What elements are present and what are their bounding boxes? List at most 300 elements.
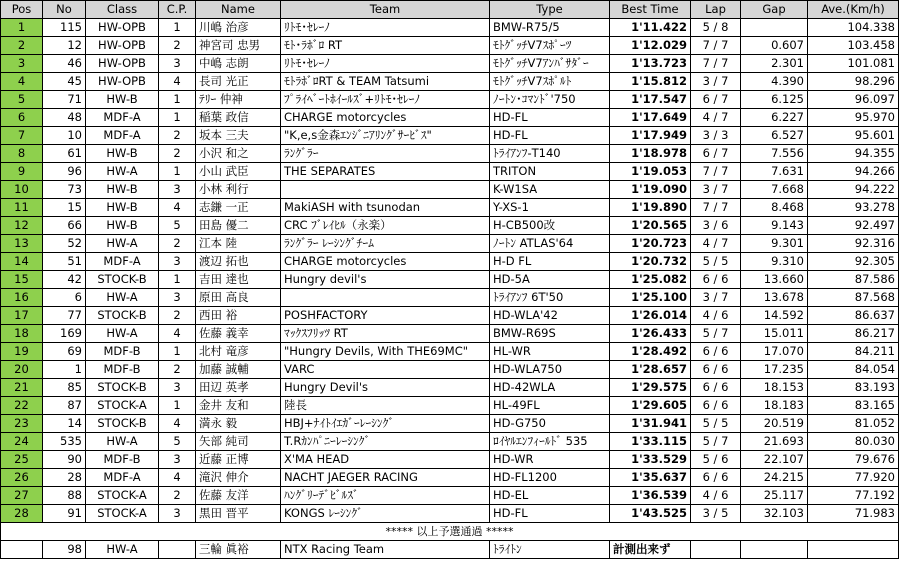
cell-no: 77 <box>43 307 86 325</box>
cell-average-speed: 87.568 <box>808 289 899 307</box>
cell-team: ﾗﾝｸﾞﾗｰ <box>281 145 490 163</box>
cell-type: ﾄﾗｲﾄﾝ <box>490 541 610 559</box>
header-name: Name <box>196 1 281 19</box>
cell-class: HW-B <box>86 91 159 109</box>
cell-cp: 1 <box>159 109 196 127</box>
cell-class: HW-OPB <box>86 19 159 37</box>
cell-gap <box>741 541 808 559</box>
cell-best-time: 1'43.525 <box>610 505 691 523</box>
cell-gap: 21.693 <box>741 433 808 451</box>
cell-class: STOCK-B <box>86 307 159 325</box>
cell-average-speed: 71.983 <box>808 505 899 523</box>
cell-name: 小林 利行 <box>196 181 281 199</box>
cell-lap: 3 / 7 <box>691 73 741 91</box>
table-row <box>1 91 899 109</box>
cell-type: BMW-R69S <box>490 325 610 343</box>
cell-gap: 17.235 <box>741 361 808 379</box>
cell-class: STOCK-B <box>86 415 159 433</box>
cell-average-speed: 81.052 <box>808 415 899 433</box>
cell-type: HD-WLA750 <box>490 361 610 379</box>
cell-no: 14 <box>43 415 86 433</box>
table-row <box>1 55 899 73</box>
table-row <box>1 343 899 361</box>
cell-lap: 6 / 7 <box>691 145 741 163</box>
header-cp: C.P. <box>159 1 196 19</box>
cell-lap: 3 / 7 <box>691 181 741 199</box>
cell-gap: 7.631 <box>741 163 808 181</box>
table-row <box>1 505 899 523</box>
table-row <box>1 127 899 145</box>
cell-class: HW-B <box>86 199 159 217</box>
cell-cp: 2 <box>159 145 196 163</box>
cell-class: MDF-B <box>86 343 159 361</box>
cell-best-time: 1'25.100 <box>610 289 691 307</box>
cell-pos: 16 <box>1 289 43 307</box>
cell-name: 神宮司 忠男 <box>196 37 281 55</box>
cell-class: HW-A <box>86 289 159 307</box>
cell-lap: 6 / 6 <box>691 379 741 397</box>
cell-class: HW-B <box>86 145 159 163</box>
cell-gap: 18.183 <box>741 397 808 415</box>
cell-best-time: 1'26.433 <box>610 325 691 343</box>
cell-gap: 9.301 <box>741 235 808 253</box>
cell-lap: 5 / 6 <box>691 451 741 469</box>
cell-lap: 6 / 6 <box>691 397 741 415</box>
cell-lap: 4 / 6 <box>691 487 741 505</box>
cell-no: 61 <box>43 145 86 163</box>
cell-no: 42 <box>43 271 86 289</box>
cell-average-speed: 94.266 <box>808 163 899 181</box>
cell-team: ﾏｯｸｽﾌﾘｯﾂ RT <box>281 325 490 343</box>
cell-name: 佐藤 義幸 <box>196 325 281 343</box>
results-body <box>1 19 899 559</box>
cell-name: 滝沢 伸介 <box>196 469 281 487</box>
header-type: Type <box>490 1 610 19</box>
cell-lap: 3 / 3 <box>691 127 741 145</box>
cell-team: MakiASH with tsunodan <box>281 199 490 217</box>
cell-best-time: 1'28.492 <box>610 343 691 361</box>
cell-class: MDF-B <box>86 361 159 379</box>
cell-no: 91 <box>43 505 86 523</box>
table-row <box>1 487 899 505</box>
cell-name: 佐藤 友洋 <box>196 487 281 505</box>
cell-team: ﾓﾄﾗﾎﾞﾛRT & TEAM Tatsumi <box>281 73 490 91</box>
cell-no: 96 <box>43 163 86 181</box>
table-row <box>1 73 899 91</box>
cell-name: 金井 友和 <box>196 397 281 415</box>
cell-pos <box>1 541 43 559</box>
cell-team: ﾗﾝｸﾞﾗｰ ﾚｰｼﾝｸﾞﾁｰﾑ <box>281 235 490 253</box>
cell-type: HD-FL1200 <box>490 469 610 487</box>
cell-class: HW-OPB <box>86 73 159 91</box>
cell-no: 88 <box>43 487 86 505</box>
cell-type: H-CB500改 <box>490 217 610 235</box>
cell-team: CRC ﾌﾞﾚｲﾋﾙ（永楽） <box>281 217 490 235</box>
cell-best-time: 1'35.637 <box>610 469 691 487</box>
cell-pos: 3 <box>1 55 43 73</box>
cell-no: 66 <box>43 217 86 235</box>
cell-name: 志鎌 一正 <box>196 199 281 217</box>
cell-type: HD-5A <box>490 271 610 289</box>
cell-pos: 7 <box>1 127 43 145</box>
cell-no: 85 <box>43 379 86 397</box>
cell-class: HW-A <box>86 163 159 181</box>
qualify-note: ***** 以上予選通過 ***** <box>1 523 899 541</box>
cell-name: 西田 裕 <box>196 307 281 325</box>
header-best-time: Best Time <box>610 1 691 19</box>
table-row <box>1 307 899 325</box>
cell-no: 45 <box>43 73 86 91</box>
table-row <box>1 109 899 127</box>
cell-class: HW-A <box>86 541 159 559</box>
cell-average-speed: 92.316 <box>808 235 899 253</box>
cell-class: STOCK-A <box>86 487 159 505</box>
table-row <box>1 235 899 253</box>
header-pos: Pos <box>1 1 43 19</box>
cell-team: CHARGE motorcycles <box>281 109 490 127</box>
cell-no: 98 <box>43 541 86 559</box>
cell-best-time: 1'11.422 <box>610 19 691 37</box>
cell-best-time: 1'17.547 <box>610 91 691 109</box>
cell-gap: 7.668 <box>741 181 808 199</box>
cell-gap <box>741 19 808 37</box>
cell-best-time: 1'33.115 <box>610 433 691 451</box>
cell-gap: 13.678 <box>741 289 808 307</box>
cell-cp: 3 <box>159 379 196 397</box>
cell-team: ﾌﾟﾗｲﾍﾞｰﾄﾎｲｰﾙｽﾞ+ﾘﾄﾓ･ｾﾚｰﾉ <box>281 91 490 109</box>
table-row <box>1 37 899 55</box>
cell-pos: 23 <box>1 415 43 433</box>
cell-lap: 3 / 6 <box>691 217 741 235</box>
table-row <box>1 253 899 271</box>
cell-gap: 2.301 <box>741 55 808 73</box>
cell-team: Hungry devil's <box>281 271 490 289</box>
cell-pos: 28 <box>1 505 43 523</box>
cell-team: KONGS ﾚｰｼﾝｸﾞ <box>281 505 490 523</box>
cell-gap: 20.519 <box>741 415 808 433</box>
cell-pos: 8 <box>1 145 43 163</box>
cell-type: ﾄﾗｲｱﾝﾌ 6T'50 <box>490 289 610 307</box>
cell-lap: 3 / 5 <box>691 505 741 523</box>
cell-lap <box>691 541 741 559</box>
header-class: Class <box>86 1 159 19</box>
cell-name: 満永 毅 <box>196 415 281 433</box>
cell-type: HD-42WLA <box>490 379 610 397</box>
cell-lap: 5 / 7 <box>691 433 741 451</box>
table-row <box>1 361 899 379</box>
cell-lap: 7 / 7 <box>691 163 741 181</box>
table-row <box>1 397 899 415</box>
cell-cp: 3 <box>159 505 196 523</box>
cell-cp: 5 <box>159 217 196 235</box>
cell-cp: 2 <box>159 235 196 253</box>
cell-team: HBJ+ﾅｲﾄｲｴｶﾞｰﾚｰｼﾝｸﾞ <box>281 415 490 433</box>
cell-no: 12 <box>43 37 86 55</box>
cell-team <box>281 181 490 199</box>
cell-average-speed: 92.305 <box>808 253 899 271</box>
cell-type: HD-WLA'42 <box>490 307 610 325</box>
cell-team: ﾓﾄ･ﾗﾎﾞﾛ RT <box>281 37 490 55</box>
cell-class: HW-B <box>86 181 159 199</box>
cell-pos: 26 <box>1 469 43 487</box>
cell-cp: 2 <box>159 37 196 55</box>
cell-lap: 7 / 7 <box>691 37 741 55</box>
cell-cp: 4 <box>159 469 196 487</box>
header-lap: Lap <box>691 1 741 19</box>
cell-cp: 3 <box>159 451 196 469</box>
cell-team: POSHFACTORY <box>281 307 490 325</box>
cell-gap: 6.125 <box>741 91 808 109</box>
cell-average-speed: 86.217 <box>808 325 899 343</box>
cell-type: HD-EL <box>490 487 610 505</box>
cell-team: ﾘﾄﾓ･ｾﾚｰﾉ <box>281 55 490 73</box>
cell-pos: 6 <box>1 109 43 127</box>
table-row <box>1 199 899 217</box>
cell-type: ﾉｰﾄﾝ･ｺﾏﾝﾄﾞ'750 <box>490 91 610 109</box>
cell-best-time: 1'19.090 <box>610 181 691 199</box>
cell-gap: 9.143 <box>741 217 808 235</box>
cell-cp: 1 <box>159 343 196 361</box>
cell-team: NTX Racing Team <box>281 541 490 559</box>
cell-best-time: 1'33.529 <box>610 451 691 469</box>
cell-lap: 6 / 7 <box>691 91 741 109</box>
cell-best-time: 1'13.723 <box>610 55 691 73</box>
table-row <box>1 19 899 37</box>
cell-type: HD-FL <box>490 109 610 127</box>
cell-best-time: 1'15.812 <box>610 73 691 91</box>
cell-best-time: 1'25.082 <box>610 271 691 289</box>
cell-no: 535 <box>43 433 86 451</box>
cell-pos: 27 <box>1 487 43 505</box>
cell-gap: 14.592 <box>741 307 808 325</box>
cell-gap: 24.215 <box>741 469 808 487</box>
cell-type: ﾓﾄｸﾞｯﾁV7ｽﾎﾟｰﾂ <box>490 37 610 55</box>
cell-name: 稲葉 政信 <box>196 109 281 127</box>
cell-no: 87 <box>43 397 86 415</box>
cell-average-speed: 94.355 <box>808 145 899 163</box>
table-row <box>1 433 899 451</box>
cell-no: 48 <box>43 109 86 127</box>
cell-best-time: 1'31.941 <box>610 415 691 433</box>
table-row <box>1 451 899 469</box>
cell-pos: 10 <box>1 181 43 199</box>
cell-gap: 4.390 <box>741 73 808 91</box>
cell-no: 52 <box>43 235 86 253</box>
cell-average-speed: 98.296 <box>808 73 899 91</box>
cell-name: 中嶋 志朗 <box>196 55 281 73</box>
cell-class: STOCK-B <box>86 271 159 289</box>
cell-type: HD-G750 <box>490 415 610 433</box>
cell-gap: 6.527 <box>741 127 808 145</box>
cell-cp: 1 <box>159 163 196 181</box>
cell-average-speed: 83.193 <box>808 379 899 397</box>
cell-team: 陸長 <box>281 397 490 415</box>
cell-class: HW-A <box>86 235 159 253</box>
cell-type: HD-FL <box>490 127 610 145</box>
cell-cp: 3 <box>159 181 196 199</box>
unclassified-row <box>1 541 899 559</box>
cell-class: HW-A <box>86 325 159 343</box>
cell-lap: 5 / 5 <box>691 415 741 433</box>
cell-gap: 18.153 <box>741 379 808 397</box>
cell-team: ﾘﾄﾓ･ｾﾚｰﾉ <box>281 19 490 37</box>
cell-cp: 4 <box>159 199 196 217</box>
cell-class: HW-OPB <box>86 55 159 73</box>
cell-average-speed: 83.165 <box>808 397 899 415</box>
cell-pos: 21 <box>1 379 43 397</box>
table-row <box>1 379 899 397</box>
table-row <box>1 325 899 343</box>
cell-class: MDF-A <box>86 109 159 127</box>
cell-best-time: 1'12.029 <box>610 37 691 55</box>
cell-cp: 1 <box>159 271 196 289</box>
table-row <box>1 271 899 289</box>
cell-lap: 4 / 7 <box>691 235 741 253</box>
cell-team: Hungry Devil's <box>281 379 490 397</box>
cell-team: "K,e,s金森ｴﾝｼﾞﾆｱﾘﾝｸﾞｻｰﾋﾞｽ" <box>281 127 490 145</box>
cell-pos: 14 <box>1 253 43 271</box>
cell-class: MDF-A <box>86 469 159 487</box>
cell-best-time: 計測出来ず <box>610 541 691 559</box>
cell-cp: 2 <box>159 361 196 379</box>
cell-gap: 25.117 <box>741 487 808 505</box>
cell-average-speed: 95.970 <box>808 109 899 127</box>
cell-best-time: 1'26.014 <box>610 307 691 325</box>
cell-team: "Hungry Devils, With THE69MC" <box>281 343 490 361</box>
cell-gap: 22.107 <box>741 451 808 469</box>
cell-best-time: 1'36.539 <box>610 487 691 505</box>
cell-average-speed: 96.097 <box>808 91 899 109</box>
cell-no: 46 <box>43 55 86 73</box>
cell-name: 加藤 誠輔 <box>196 361 281 379</box>
cell-no: 51 <box>43 253 86 271</box>
cell-class: STOCK-A <box>86 505 159 523</box>
cell-average-speed: 77.920 <box>808 469 899 487</box>
header-average-speed: Ave.(Km/h) <box>808 1 899 19</box>
cell-team: ﾊﾝｸﾞﾘｰﾃﾞﾋﾞﾙｽﾞ <box>281 487 490 505</box>
cell-no: 169 <box>43 325 86 343</box>
cell-best-time: 1'17.949 <box>610 127 691 145</box>
cell-no: 15 <box>43 199 86 217</box>
cell-best-time: 1'29.575 <box>610 379 691 397</box>
cell-class: STOCK-B <box>86 379 159 397</box>
cell-type: HD-WR <box>490 451 610 469</box>
cell-cp: 5 <box>159 433 196 451</box>
cell-team: T.Rｶﾝﾊﾟﾆｰﾚｰｼﾝｸﾞ <box>281 433 490 451</box>
cell-lap: 4 / 7 <box>691 109 741 127</box>
cell-pos: 4 <box>1 73 43 91</box>
cell-cp: 4 <box>159 73 196 91</box>
cell-team: NACHT JAEGER RACING <box>281 469 490 487</box>
cell-cp: 2 <box>159 487 196 505</box>
cell-team: CHARGE motorcycles <box>281 253 490 271</box>
cell-pos: 5 <box>1 91 43 109</box>
table-row <box>1 217 899 235</box>
cell-type: HL-49FL <box>490 397 610 415</box>
cell-best-time: 1'20.723 <box>610 235 691 253</box>
cell-class: MDF-A <box>86 127 159 145</box>
cell-pos: 2 <box>1 37 43 55</box>
cell-lap: 7 / 7 <box>691 199 741 217</box>
cell-pos: 11 <box>1 199 43 217</box>
cell-pos: 19 <box>1 343 43 361</box>
cell-pos: 15 <box>1 271 43 289</box>
cell-name: 近藤 正博 <box>196 451 281 469</box>
cell-pos: 22 <box>1 397 43 415</box>
cell-name: 吉田 達也 <box>196 271 281 289</box>
cell-lap: 6 / 6 <box>691 361 741 379</box>
cell-cp: 1 <box>159 397 196 415</box>
cell-type: TRITON <box>490 163 610 181</box>
cell-type: HL-WR <box>490 343 610 361</box>
cell-gap: 17.070 <box>741 343 808 361</box>
cell-type: ﾉｰﾄﾝ ATLAS'64 <box>490 235 610 253</box>
cell-team: X'MA HEAD <box>281 451 490 469</box>
cell-name: 小沢 和之 <box>196 145 281 163</box>
header-gap: Gap <box>741 1 808 19</box>
cell-cp: 3 <box>159 253 196 271</box>
cell-best-time: 1'17.649 <box>610 109 691 127</box>
cell-average-speed: 84.211 <box>808 343 899 361</box>
cell-type: ﾛｲﾔﾙｴﾝﾌｨｰﾙﾄﾞ 535 <box>490 433 610 451</box>
cell-name: 原田 高良 <box>196 289 281 307</box>
cell-best-time: 1'19.890 <box>610 199 691 217</box>
cell-name: 田辺 英孝 <box>196 379 281 397</box>
cell-type: ﾓﾄｸﾞｯﾁV7ｱﾝﾊﾞｻﾀﾞｰ <box>490 55 610 73</box>
cell-lap: 6 / 6 <box>691 469 741 487</box>
cell-name: 田島 優二 <box>196 217 281 235</box>
cell-no: 28 <box>43 469 86 487</box>
cell-lap: 4 / 6 <box>691 307 741 325</box>
table-row <box>1 415 899 433</box>
cell-pos: 24 <box>1 433 43 451</box>
cell-name: 長司 光正 <box>196 73 281 91</box>
table-row <box>1 469 899 487</box>
cell-best-time: 1'19.053 <box>610 163 691 181</box>
cell-gap: 13.660 <box>741 271 808 289</box>
cell-average-speed: 103.458 <box>808 37 899 55</box>
cell-no: 10 <box>43 127 86 145</box>
cell-gap: 7.556 <box>741 145 808 163</box>
cell-best-time: 1'18.978 <box>610 145 691 163</box>
cell-gap: 8.468 <box>741 199 808 217</box>
cell-average-speed: 101.081 <box>808 55 899 73</box>
cell-no: 6 <box>43 289 86 307</box>
table-row <box>1 145 899 163</box>
cell-average-speed: 95.601 <box>808 127 899 145</box>
cell-class: HW-OPB <box>86 37 159 55</box>
header-team: Team <box>281 1 490 19</box>
cell-cp <box>159 541 196 559</box>
cell-team <box>281 289 490 307</box>
cell-average-speed: 77.192 <box>808 487 899 505</box>
cell-name: 矢部 純司 <box>196 433 281 451</box>
cell-lap: 7 / 7 <box>691 55 741 73</box>
cell-name: 北村 竜彦 <box>196 343 281 361</box>
cell-average-speed <box>808 541 899 559</box>
cell-average-speed: 87.586 <box>808 271 899 289</box>
cell-pos: 25 <box>1 451 43 469</box>
cell-lap: 5 / 5 <box>691 253 741 271</box>
cell-lap: 6 / 6 <box>691 271 741 289</box>
cell-average-speed: 80.030 <box>808 433 899 451</box>
header-no: No <box>43 1 86 19</box>
cell-type: HD-FL <box>490 505 610 523</box>
cell-cp: 2 <box>159 307 196 325</box>
cell-gap: 15.011 <box>741 325 808 343</box>
header-row <box>1 1 899 19</box>
cell-pos: 20 <box>1 361 43 379</box>
